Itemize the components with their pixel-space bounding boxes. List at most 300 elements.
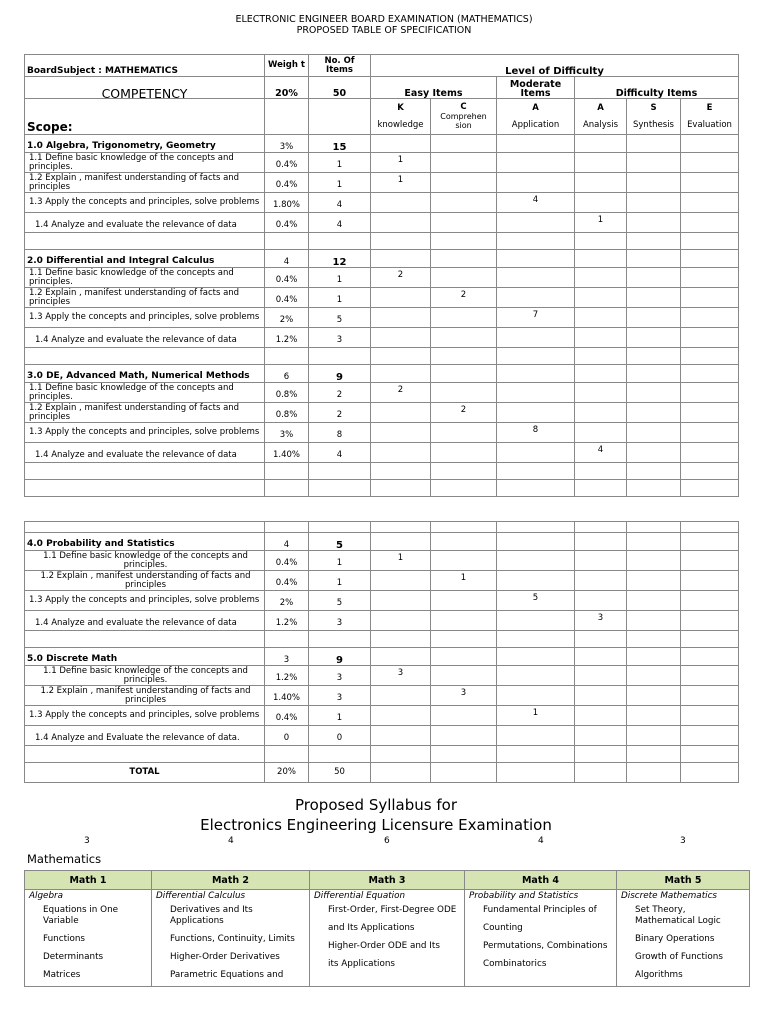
difficulty-items-header: Difficulty Items bbox=[575, 77, 739, 99]
level-count bbox=[371, 308, 431, 328]
empty-cell bbox=[371, 533, 431, 551]
empty-cell bbox=[265, 348, 309, 365]
level-count bbox=[371, 328, 431, 348]
empty-cell bbox=[681, 522, 739, 533]
empty-cell bbox=[371, 135, 431, 153]
empty-cell bbox=[265, 233, 309, 250]
level-count bbox=[681, 611, 739, 631]
level-count bbox=[575, 328, 627, 348]
unit-count: 6 bbox=[384, 836, 390, 846]
empty-cell bbox=[265, 746, 309, 763]
empty-cell bbox=[681, 648, 739, 666]
empty-cell bbox=[25, 348, 265, 365]
competency-text: 1.4 Analyze and evaluate the relevance of data bbox=[25, 213, 265, 233]
section-items: 15 bbox=[309, 135, 371, 153]
competency-weight: 0.4% bbox=[265, 173, 309, 193]
competency-row bbox=[25, 611, 739, 631]
section-row bbox=[25, 533, 739, 551]
competency-text: 1.4 Analyze and Evaluate the relevance of data. bbox=[25, 726, 265, 746]
competency-text: 1.4 Analyze and evaluate the relevance of data bbox=[25, 328, 265, 348]
level-comprehension: C Comprehen sion bbox=[431, 99, 497, 135]
empty-cell bbox=[497, 746, 575, 763]
syllabus-item: Derivatives and Its Applications bbox=[170, 905, 253, 926]
empty-cell bbox=[575, 463, 627, 480]
level-count: 7 bbox=[497, 308, 575, 328]
level-count: 2 bbox=[371, 383, 431, 403]
syllabus-topic: Algebra bbox=[29, 891, 64, 901]
empty-cell bbox=[497, 348, 575, 365]
competency-weight: 0.4% bbox=[265, 213, 309, 233]
level-count bbox=[627, 213, 681, 233]
unit-count: 4 bbox=[538, 836, 544, 846]
items-total-header: 50 bbox=[309, 77, 371, 99]
level-count bbox=[497, 686, 575, 706]
level-count bbox=[627, 383, 681, 403]
empty-cell bbox=[371, 480, 431, 497]
competency-row bbox=[25, 551, 739, 571]
empty-cell bbox=[497, 463, 575, 480]
competency-row bbox=[25, 268, 739, 288]
level-count: 3 bbox=[371, 666, 431, 686]
competency-weight: 0.4% bbox=[265, 706, 309, 726]
competency-row bbox=[25, 403, 739, 423]
level-count bbox=[681, 423, 739, 443]
level-count bbox=[681, 328, 739, 348]
level-count bbox=[681, 666, 739, 686]
level-count: 2 bbox=[431, 403, 497, 423]
competency-items: 1 bbox=[309, 173, 371, 193]
competency-items: 1 bbox=[309, 268, 371, 288]
level-count bbox=[431, 551, 497, 571]
syllabus-column bbox=[310, 890, 465, 987]
competency-row bbox=[25, 666, 739, 686]
empty-cell bbox=[681, 746, 739, 763]
competency-items: 3 bbox=[309, 611, 371, 631]
competency-items: 4 bbox=[309, 213, 371, 233]
empty-cell bbox=[497, 365, 575, 383]
spacer-row bbox=[25, 348, 739, 365]
level-analysis: A Analysis bbox=[575, 99, 627, 135]
level-count bbox=[681, 551, 739, 571]
competency-row bbox=[25, 706, 739, 726]
empty-cell bbox=[627, 365, 681, 383]
empty-cell bbox=[575, 533, 627, 551]
empty-cell bbox=[371, 763, 431, 783]
level-count bbox=[681, 383, 739, 403]
syllabus-item: Set Theory, Mathematical Logic bbox=[635, 905, 721, 926]
empty-cell bbox=[681, 348, 739, 365]
competency-weight: 0.4% bbox=[265, 268, 309, 288]
empty-cell bbox=[431, 746, 497, 763]
level-count bbox=[497, 213, 575, 233]
total-items: 50 bbox=[309, 763, 371, 783]
empty-cell bbox=[309, 480, 371, 497]
spacer-row bbox=[25, 746, 739, 763]
level-count bbox=[371, 686, 431, 706]
level-count bbox=[575, 173, 627, 193]
weight-header: Weigh t bbox=[265, 55, 309, 77]
empty-cell bbox=[431, 250, 497, 268]
syllabus-item: Matrices bbox=[43, 970, 81, 980]
empty-cell bbox=[25, 463, 265, 480]
empty-cell bbox=[627, 533, 681, 551]
empty-cell bbox=[371, 233, 431, 250]
level-count bbox=[575, 551, 627, 571]
header-title: ELECTRONIC ENGINEER BOARD EXAMINATION (MATHEMATICS) bbox=[235, 14, 533, 25]
competency-weight: 1.2% bbox=[265, 611, 309, 631]
level-count bbox=[575, 193, 627, 213]
empty-cell bbox=[25, 631, 265, 648]
level-count: 2 bbox=[371, 268, 431, 288]
syllabus-item: Functions, Continuity, Limits bbox=[170, 934, 295, 944]
competency-weight: 3% bbox=[265, 423, 309, 443]
level-count bbox=[431, 268, 497, 288]
level-count bbox=[497, 268, 575, 288]
section-title: 5.0 Discrete Math bbox=[25, 648, 265, 666]
competency-weight: 1.2% bbox=[265, 328, 309, 348]
empty-cell bbox=[681, 250, 739, 268]
syllabus-item: First-Order, First-Degree ODE bbox=[328, 905, 457, 915]
empty-cell bbox=[309, 348, 371, 365]
syllabus-item: Functions bbox=[43, 934, 85, 944]
empty-cell bbox=[497, 631, 575, 648]
level-count bbox=[627, 666, 681, 686]
level-count bbox=[627, 611, 681, 631]
level-count: 4 bbox=[575, 443, 627, 463]
level-count bbox=[681, 403, 739, 423]
competency-row bbox=[25, 726, 739, 746]
level-count bbox=[431, 591, 497, 611]
level-count bbox=[497, 383, 575, 403]
syllabus-column-header: Math 1 bbox=[25, 871, 152, 890]
level-count bbox=[681, 193, 739, 213]
competency-items: 2 bbox=[309, 383, 371, 403]
empty-cell bbox=[25, 746, 265, 763]
empty-cell bbox=[681, 365, 739, 383]
level-count bbox=[431, 666, 497, 686]
spacer-row bbox=[25, 522, 739, 533]
competency-row bbox=[25, 328, 739, 348]
syllabus-column bbox=[465, 890, 617, 987]
competency-items: 4 bbox=[309, 443, 371, 463]
syllabus-topic: Probability and Statistics bbox=[469, 891, 579, 901]
level-count bbox=[627, 328, 681, 348]
easy-items-header: Easy Items bbox=[371, 77, 497, 99]
competency-text: 1.4 Analyze and evaluate the relevance of data bbox=[25, 443, 265, 463]
competency-weight: 0 bbox=[265, 726, 309, 746]
level-synthesis: S Synthesis bbox=[627, 99, 681, 135]
level-count: 3 bbox=[575, 611, 627, 631]
empty-cell bbox=[627, 648, 681, 666]
empty-cell bbox=[371, 746, 431, 763]
level-of-difficulty-header: Level of Difficulty bbox=[371, 55, 739, 77]
syllabus-item: Equations in One Variable bbox=[43, 905, 119, 926]
empty-cell bbox=[309, 463, 371, 480]
empty-cell bbox=[309, 631, 371, 648]
empty-cell bbox=[627, 135, 681, 153]
empty-cell bbox=[681, 480, 739, 497]
level-count bbox=[575, 423, 627, 443]
level-count bbox=[627, 288, 681, 308]
syllabus-column bbox=[25, 890, 152, 987]
level-count bbox=[431, 193, 497, 213]
section-title: 2.0 Differential and Integral Calculus bbox=[25, 250, 265, 268]
level-evaluation: E Evaluation bbox=[681, 99, 739, 135]
moderate-items-header: Moderate Items bbox=[497, 77, 575, 99]
empty-cell bbox=[575, 365, 627, 383]
empty-cell bbox=[371, 250, 431, 268]
level-count: 3 bbox=[431, 686, 497, 706]
level-count bbox=[431, 153, 497, 173]
level-count bbox=[627, 571, 681, 591]
level-count bbox=[497, 611, 575, 631]
syllabus-topic: Discrete Mathematics bbox=[621, 891, 718, 901]
board-subject-label: BoardSubject : MATHEMATICS bbox=[25, 55, 265, 77]
syllabus-item: Binary Operations bbox=[635, 934, 715, 944]
level-count bbox=[371, 571, 431, 591]
level-count bbox=[627, 706, 681, 726]
level-count bbox=[681, 153, 739, 173]
section-weight: 3% bbox=[265, 135, 309, 153]
competency-row bbox=[25, 153, 739, 173]
empty-cell bbox=[627, 348, 681, 365]
competency-text: 1.1 Define basic knowledge of the concepts and principles. bbox=[25, 383, 265, 403]
empty-cell bbox=[681, 135, 739, 153]
empty-cell bbox=[575, 480, 627, 497]
level-count bbox=[575, 591, 627, 611]
empty-cell bbox=[309, 233, 371, 250]
competency-text: 1.1 Define basic knowledge of the concepts and principles. bbox=[25, 666, 265, 686]
level-count bbox=[371, 288, 431, 308]
empty-cell bbox=[497, 135, 575, 153]
empty-cell bbox=[575, 250, 627, 268]
syllabus-item: Parametric Equations and bbox=[170, 970, 284, 980]
competency-text: 1.1 Define basic knowledge of the concepts and principles. bbox=[25, 551, 265, 571]
competency-items: 1 bbox=[309, 571, 371, 591]
empty-cell bbox=[265, 463, 309, 480]
competency-items: 5 bbox=[309, 591, 371, 611]
competency-weight: 0.8% bbox=[265, 403, 309, 423]
empty-cell bbox=[497, 480, 575, 497]
empty-cell bbox=[431, 648, 497, 666]
competency-weight: 0.4% bbox=[265, 551, 309, 571]
level-count bbox=[497, 666, 575, 686]
syllabus-title bbox=[0, 795, 752, 835]
empty-cell bbox=[681, 233, 739, 250]
empty-cell bbox=[681, 763, 739, 783]
competency-row bbox=[25, 591, 739, 611]
syllabus-column-header: Math 5 bbox=[617, 871, 750, 890]
level-count bbox=[575, 706, 627, 726]
spacer-row bbox=[25, 233, 739, 250]
competency-weight: 0.4% bbox=[265, 288, 309, 308]
empty-cell bbox=[431, 365, 497, 383]
competency-items: 1 bbox=[309, 153, 371, 173]
level-count bbox=[371, 193, 431, 213]
level-count bbox=[627, 403, 681, 423]
competency-items: 0 bbox=[309, 726, 371, 746]
syllabus-item: Counting bbox=[483, 923, 523, 933]
section-row bbox=[25, 648, 739, 666]
level-count bbox=[627, 726, 681, 746]
empty-cell bbox=[627, 746, 681, 763]
weight-total-header: 20% bbox=[265, 77, 309, 99]
syllabus-item: Permutations, Combinations bbox=[483, 941, 608, 951]
syllabus-item: Fundamental Principles of bbox=[483, 905, 597, 915]
empty-cell bbox=[371, 631, 431, 648]
level-count bbox=[627, 423, 681, 443]
level-count bbox=[575, 403, 627, 423]
level-count bbox=[575, 153, 627, 173]
syllabus-item: Combinatorics bbox=[483, 959, 547, 969]
competency-weight: 0.4% bbox=[265, 571, 309, 591]
competency-row bbox=[25, 423, 739, 443]
syllabus-item: Higher-Order Derivatives bbox=[170, 952, 280, 962]
level-count bbox=[497, 571, 575, 591]
level-count: 1 bbox=[371, 173, 431, 193]
level-count bbox=[575, 686, 627, 706]
competency-items: 3 bbox=[309, 328, 371, 348]
competency-items: 1 bbox=[309, 706, 371, 726]
level-count bbox=[681, 443, 739, 463]
competency-items: 4 bbox=[309, 193, 371, 213]
section-weight: 4 bbox=[265, 533, 309, 551]
level-count bbox=[575, 288, 627, 308]
competency-weight: 1.40% bbox=[265, 686, 309, 706]
empty-cell bbox=[627, 522, 681, 533]
level-count bbox=[431, 726, 497, 746]
empty-cell bbox=[627, 233, 681, 250]
empty-cell bbox=[497, 533, 575, 551]
level-count bbox=[431, 328, 497, 348]
competency-text: 1.2 Explain , manifest understanding of facts and principles bbox=[25, 403, 265, 423]
syllabus-table bbox=[24, 870, 750, 987]
level-count bbox=[371, 591, 431, 611]
level-count bbox=[371, 726, 431, 746]
empty-cell bbox=[371, 648, 431, 666]
level-count bbox=[575, 726, 627, 746]
section-title: 4.0 Probability and Statistics bbox=[25, 533, 265, 551]
syllabus-column-header: Math 2 bbox=[152, 871, 310, 890]
competency-items: 1 bbox=[309, 288, 371, 308]
level-count bbox=[431, 213, 497, 233]
total-weight: 20% bbox=[265, 763, 309, 783]
syllabus-item: Algorithms bbox=[635, 970, 683, 980]
competency-text: 1.1 Define basic knowledge of the concepts and principles. bbox=[25, 268, 265, 288]
empty-cell bbox=[575, 522, 627, 533]
competency-text: 1.3 Apply the concepts and principles, solve problems bbox=[25, 591, 265, 611]
section-row bbox=[25, 135, 739, 153]
level-count bbox=[497, 551, 575, 571]
section-items: 5 bbox=[309, 533, 371, 551]
level-count bbox=[371, 213, 431, 233]
competency-text: 1.4 Analyze and evaluate the relevance of data bbox=[25, 611, 265, 631]
level-count: 1 bbox=[575, 213, 627, 233]
spacer-row bbox=[25, 463, 739, 480]
level-count bbox=[371, 423, 431, 443]
level-count: 1 bbox=[371, 551, 431, 571]
level-count bbox=[627, 193, 681, 213]
level-count bbox=[681, 686, 739, 706]
unit-count: 3 bbox=[680, 836, 686, 846]
empty-cell bbox=[431, 348, 497, 365]
empty-cell bbox=[431, 533, 497, 551]
level-count bbox=[431, 423, 497, 443]
level-count bbox=[681, 213, 739, 233]
competency-weight: 0.4% bbox=[265, 153, 309, 173]
competency-row bbox=[25, 571, 739, 591]
syllabus-item: Higher-Order ODE and Its bbox=[328, 941, 440, 951]
syllabus-column bbox=[152, 890, 310, 987]
empty-cell bbox=[627, 463, 681, 480]
level-count bbox=[431, 383, 497, 403]
syllabus-column-header: Math 3 bbox=[310, 871, 465, 890]
level-count bbox=[627, 591, 681, 611]
total-row bbox=[25, 763, 739, 783]
competency-text: 1.2 Explain , manifest understanding of facts and principles bbox=[25, 288, 265, 308]
empty-cell bbox=[681, 631, 739, 648]
empty-cell bbox=[431, 463, 497, 480]
empty-cell bbox=[497, 233, 575, 250]
competency-header: COMPETENCY bbox=[25, 77, 265, 99]
competency-text: 1.2 Explain , manifest understanding of facts and principles bbox=[25, 686, 265, 706]
level-count bbox=[497, 173, 575, 193]
level-count bbox=[575, 268, 627, 288]
empty-cell bbox=[371, 348, 431, 365]
subject-label: Mathematics bbox=[27, 852, 102, 866]
level-knowledge: K knowledge bbox=[371, 99, 431, 135]
empty-cell bbox=[431, 135, 497, 153]
empty-cell bbox=[681, 533, 739, 551]
empty-cell bbox=[265, 480, 309, 497]
level-count bbox=[681, 308, 739, 328]
empty-cell bbox=[627, 763, 681, 783]
empty-cell bbox=[431, 522, 497, 533]
header-subtitle: PROPOSED TABLE OF SPECIFICATION bbox=[296, 25, 472, 36]
competency-text: 1.3 Apply the concepts and principles, solve problems bbox=[25, 193, 265, 213]
empty-cell bbox=[431, 480, 497, 497]
level-count: 1 bbox=[497, 706, 575, 726]
level-count bbox=[431, 308, 497, 328]
level-count bbox=[627, 153, 681, 173]
empty-cell bbox=[627, 250, 681, 268]
level-count bbox=[627, 686, 681, 706]
competency-weight: 0.8% bbox=[265, 383, 309, 403]
level-count bbox=[575, 666, 627, 686]
competency-row bbox=[25, 193, 739, 213]
level-count bbox=[575, 308, 627, 328]
level-count bbox=[371, 611, 431, 631]
level-count: 8 bbox=[497, 423, 575, 443]
total-label: TOTAL bbox=[25, 763, 265, 783]
empty-cell bbox=[575, 348, 627, 365]
level-count: 1 bbox=[431, 571, 497, 591]
competency-items: 1 bbox=[309, 551, 371, 571]
level-count bbox=[627, 551, 681, 571]
empty-cell bbox=[431, 233, 497, 250]
competency-weight: 1.2% bbox=[265, 666, 309, 686]
level-count bbox=[681, 288, 739, 308]
level-count bbox=[497, 328, 575, 348]
competency-row bbox=[25, 686, 739, 706]
level-count bbox=[431, 443, 497, 463]
section-title: 1.0 Algebra, Trigonometry, Geometry bbox=[25, 135, 265, 153]
competency-items: 3 bbox=[309, 686, 371, 706]
empty-cell bbox=[497, 763, 575, 783]
tos-table-part2 bbox=[24, 521, 739, 783]
competency-items: 5 bbox=[309, 308, 371, 328]
spacer-row bbox=[25, 480, 739, 497]
